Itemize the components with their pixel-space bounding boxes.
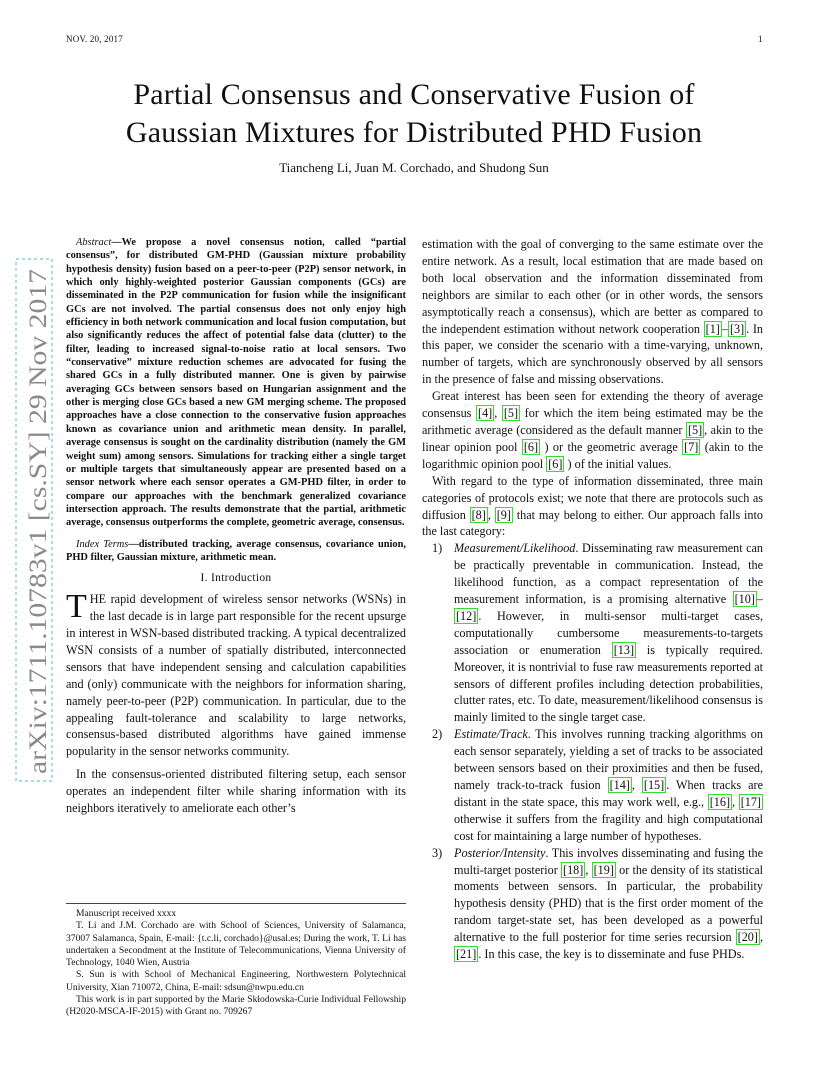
text: . However, in multi-sensor multi-target cases, computationally cumbersome measurements-to-targets association or enumeration [454,608,763,657]
list-item-name: Estimate/Track [454,727,528,742]
citation-link[interactable]: [13] [613,642,635,657]
arxiv-stamp-graphic [8,258,66,782]
footnote-affiliation-1: T. Li and J.M. Corchado are with School of Sciences, University of Salamanca, 37007 Salamanca, Spain, E-mail: {t.c.li, corchado}@usal.es; During the work, T. Li has undertaken a Secondment at the Institute of Telecommunications, Vienna University of Technology, 1040 Wien, Austria [66,920,406,969]
list-number: 1) [432,541,443,556]
arxiv-stamp[interactable] [8,258,66,782]
text: Great interest has been seen for extending the theory of average consensus [422,389,763,421]
right-paragraph-1 [422,236,763,388]
citation-link[interactable]: [5] [503,406,519,421]
section-heading-introduction: I. Introduction [200,572,272,585]
right-column [422,236,763,963]
list-number: 2) [432,727,443,742]
right-paragraph-3: With regard to the type of information disseminated, three main categories of protocols exist; we note that there are protocols such as diffusion [8] , [9] that may belong to either. Our approach falls into the last category: [422,473,764,539]
citation-link[interactable]: [9] [496,507,511,522]
text: . In this case, the key is to disseminate and fuse PHDs. [478,947,745,962]
text: , akin to the linear opinion pool [422,422,763,454]
text: ) or the geometric average [540,439,683,454]
intro-paragraph-1 [66,588,406,760]
citation-link[interactable]: [5] [687,422,703,437]
text: . This involves running tracking algorithms on each sensor separately, yielding a set of tracks to be associated between sensors based on their proximities and then be fused, namely track-to-track fusion [454,727,763,792]
intro-paragraph-1-text: HE rapid development of wireless sensor networks (WSNs) in the last decade is in large part responsible for the recent upsurge in interest in WSN-based distributed tracking. A typical decentralized WSN consists of a number of spatially distributed, interconnected sensors that have independent sensing and calculation capabilities and (only) communicate with the neighbors for information sharing, namely peer-to-peer (P2P) communication. In particular, due to the appealing fault-tolerance and scalability to large networks, consensus-based distributed algorithms have gained immense popularity in the sensor networks community. [66,592,406,759]
index-terms-text: —distributed tracking, average consensus, covariance union, PHD filter, Gaussian mixture, arithmetic mean. [66,538,406,563]
text: . Disseminating raw measurement can be practically preventable in communication. Instead, the likelihood function, as a compact representation of the measurement information, is a promising alternative [454,541,763,607]
citation-link[interactable]: [8] [471,507,486,522]
text: estimation with the goal of converging to the same estimate over the entire network. As a result, local estimation that are made based on both local observation and the information disseminated from neighbors are similar to each other (or in other words, the sensors asymptotically reach a consensus), which are better as compared to the independent estimation without network cooperation [422,237,763,336]
footnotes [66,903,406,1019]
text: – [756,592,763,607]
list-item [422,540,763,726]
citation-link[interactable]: [7] [684,439,699,454]
text: (akin to the logarithmic opinion pool [422,439,763,471]
text: With regard to the type of information disseminated, three main categories of protocols exist; we note that there are protocols such as diffusion [422,473,763,522]
citation-link[interactable]: [10] [734,592,755,607]
text: . When tracks are distant in the state space, this may work well, e.g., [454,778,764,809]
citation-link[interactable]: [21] [456,947,477,962]
citation-link[interactable]: [19] [593,862,614,877]
abstract-label: Abstract [76,237,112,248]
text: – [721,321,728,336]
intro-paragraph-2: In the consensus-oriented distributed filtering setup, each sensor operates an independent filter while sharing information with its neighbors iteratively to ameliorate each other’s [66,767,406,816]
right-paragraph-2: Great interest has been seen for extending the theory of average consensus [4] , [5] for which the item being estimated may be the arithmetic average (considered as the default manner [5] , akin to the linear opinion pool [6] ) or the geometric average [7] (akin to the logarithmic opinion pool [6] ) of the initial values. [422,389,764,471]
text: for which the item being estimated may be the arithmetic average (considered as the default manner [422,406,764,437]
citation-link[interactable]: [3] [729,321,745,336]
text: that may belong to either. Our approach falls into the last category: [422,507,764,539]
list-item: 3) Posterior/Intensity. This involves disseminating and fusing the multi-target posterior [18] , [19] or the density of its statistical moments between sensors. In particular, the probability hypothesis density (PHD) that is the first order moment of the random target-state set, has been developed as a powerful alternative to the full posterior for time series recursion [20] , [21] . In this case, the key is to disseminate and fuse PHDs. [432,845,764,962]
text: ) of the initial values. [564,456,672,471]
running-header-date: NOV. 20, 2017 [66,34,123,44]
page-number: 1 [758,34,763,44]
footnote-funding: This work is in part supported by the Marie Skłodowska-Curie Individual Fellowship (H2020-MSCA-IF-2015) with Grant no. 709267 [66,994,406,1018]
list-item: 2) Estimate/Track. This involves running tracking algorithms on each sensor separately, yielding a set of tracks to be associated between sensors based on their proximities and then be fused, namely track-to-track fusion [14] , [15] . When tracks are distant in the state space, this may work well, e.g., [16] , [17] otherwise it suffers from the fragility and high computational cost for maintaining a large number of hypotheses. [432,727,764,843]
citation-link[interactable]: [20] [737,930,758,945]
citation-link[interactable]: [1] [705,321,720,336]
text: . This involves disseminating and fusing the multi-target posterior [454,845,763,877]
paper-title-line-1: Partial Consensus and Conservative Fusion of [133,78,695,111]
drop-cap: T [66,588,87,626]
index-terms-label: Index Terms [76,538,129,550]
list-item-name: Measurement/Likelihood [454,541,576,556]
citation-link[interactable]: [12] [456,608,477,623]
category-list [422,540,763,963]
text: . In this paper, we consider the scenario with a time-varying, unknown, number of targets, which are synchronously observed by all sensors in the presence of false and missing observations. [422,321,763,387]
citation-link[interactable]: [18] [563,862,584,877]
list-number: 3) [432,845,443,860]
citation-link[interactable]: [15] [643,778,665,792]
footnote-affiliation-2: S. Sun is with School of Mechanical Engineering, Northwestern Polytechnical University, Xian 710072, China, E-mail: sdsun@nwpu.edu.cn [66,969,406,993]
abstract-text: —We propose a novel consensus notion, called “partial consensus”, for distributed GM-PHD (Gaussian mixture probability hypothesis density) fusion based on a peer-to-peer (P2P) sensor network, in which only highly-weighted posterior Gaussian components (GCs) are disseminated in the P2P communication for fusion while the insignificant GCs are not involved. The partial consensus does not only enjoy high efficiency in both network communication and local fusion computation, but also significantly reduces the affect of potential false data (clutter) to the filter, leading to increased signal-to-noise ratio at local sensors. Two “conservative” mixture reduction schemes are advocated for fusing the shared GCs in a fully distributed manner. One is given by pairwise averaging GCs between sensors based on Hungarian assignment and the other is merging close GCs based a new GM merging scheme. The proposed approaches have a close connection to the conservative fusion approaches known as covariance union and arithmetic mean density. In parallel, average consensus is sought on the cardinality distribution (namely the GM weight sum) among sensors. Simulations for tracking either a single target or multiple targets that simultaneously appear are presented based on a sensor network where each sensor operates a GM-PHD filter, in order to compare our approaches with the benchmark generalized covariance intersection approach. The results demonstrate that the partial, arithmetic average, consensus outperforms the complete, geometric average, consensus. [66,237,406,529]
text: is typically required. Moreover, it is nontrivial to fuse raw measurements reported at sensors of different profiles including detection probabilities, clutter rates, etc. To date, measurement/likelihood consensus is mainly limited to the single target case. [454,642,763,725]
abstract [66,236,406,530]
citation-link[interactable]: [14] [609,778,630,792]
index-terms [66,538,406,565]
citation-link[interactable]: [4] [478,406,493,421]
left-column [66,236,406,817]
paper-title-line-2: Gaussian Mixtures for Distributed PHD Fusion [125,116,703,149]
citation-link[interactable]: [17] [740,794,761,809]
text: otherwise it suffers from the fragility and high computational cost for maintaining a large number of hypotheses. [454,811,763,843]
footnote-manuscript: Manuscript received xxxx [76,908,177,919]
citation-link[interactable]: [16] [709,794,731,809]
citation-link[interactable]: [6] [523,439,539,454]
authors: Tiancheng Li, Juan M. Corchado, and Shudong Sun [279,160,549,175]
arxiv-stamp-text: arXiv:1711.10783v1 [cs.SY] 29 Nov 2017 [23,340,52,774]
list-item-name: Posterior/Intensity [454,845,546,860]
citation-link[interactable]: [6] [548,456,563,471]
text: or the density of its statistical moments between sensors. In particular, the probability hypothesis density (PHD) that is the first order moment of the random target-state set, has been developed as a powerful alternative to the full posterior for time series recursion [454,862,764,945]
